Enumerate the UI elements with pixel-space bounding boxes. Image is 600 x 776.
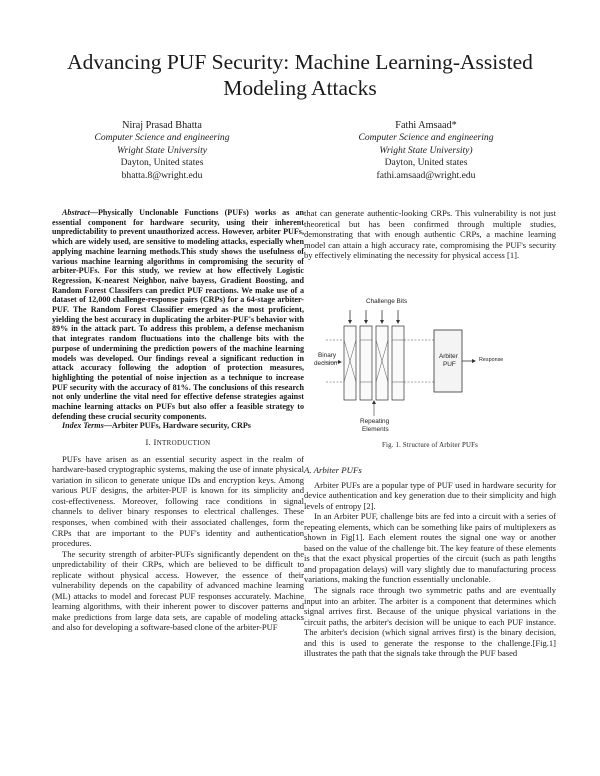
arbiter-paragraph-3: The signals race through two symmetric paths and are eventually input into an arbiter. The arbiter is a component that determines which signal arrives first. Because of the unique physical variations in the circuit paths, the arbiter's decision will be unique to each PUF instance. The arbiter's decision (which signal arrives first) is the binary decision, and this is used to generate the response to the challenge.[Fig.1] illustrates the path that the signals take through the PUF based [304, 585, 556, 659]
label-puf: PUF [443, 361, 456, 368]
intro-paragraph-1: PUFs have arisen as an essential security aspect in the realm of hardware-based cryptographic systems, making the use of innate physical variation in silicon to generate unique IDs and encryption keys. Among various PUF designs, the arbiter-PUF is known for its simplicity and cost-effectiveness. Moreover, following race conditions in signal channels to deliver binary responses to electrical challenges. These responses, when combined with their associated challenges, form the CRPs that are important to the PUF's identity and authentication procedures. [52, 453, 304, 549]
abstract-lead: Abstract [62, 208, 90, 217]
author-2-email: fathi.amsaad@wright.edu [376, 169, 476, 181]
label-repeating: Repeating [360, 418, 390, 425]
label-elements: Elements [362, 426, 389, 433]
index-terms-lead: Index Terms [62, 421, 104, 431]
paper-title: Advancing PUF Security: Machine Learning-Assisted Modeling Attacks [67, 50, 533, 100]
author-1-univ: Wright State University [116, 144, 208, 156]
label-binary: Binary [318, 352, 337, 359]
figure-caption: Fig. 1. Structure of Arbiter PUFs [382, 442, 478, 449]
author-2-location: Dayton, United states [384, 157, 468, 169]
author-1-location: Dayton, United states [120, 157, 204, 169]
figure-arbiter-puf [304, 290, 556, 452]
author-1-email: bhatta.8@wright.edu [121, 169, 203, 181]
label-decision: decision [314, 360, 338, 367]
arbiter-puf-diagram [304, 290, 556, 452]
author-2-dept: Computer Science and engineering [358, 132, 494, 144]
right-paragraph-continued: that can generate authentic-looking CRPs. This vulnerability is not just theoretical but has been confirmed through multiple studies, demonstrating that with enough authentic CRPs, a machine learning model can attain a high accuracy rate, compromising the PUF's security by effectively eliminating the necessity for physical access [1]. [304, 208, 556, 261]
arbiter-paragraph-2: In an Arbiter PUF, challenge bits are fed into a circuit with a series of repeating elements, which can be something like pairs of multiplexers as shown in Fig[1]. Each element routes the signal one way or another based on the value of the challenge bit. The key feature of these elements is that the exact physical properties of the circuit (such as path lengths and propagation delays) will vary slightly due to manufacturing process variations, making the function essentially unclonable. [304, 511, 556, 585]
index-terms [52, 421, 304, 431]
intro-paragraph-2: The security strength of arbiter-PUFs significantly dependent on the unpredictability of their CRPs, which are believed to be difficult to replicate without physical access. However, the essence of their vulnerability depends on the capability of advanced machine learning (ML) attacks to model and forecast PUF responses accurately. Machine learning algorithms, with their inherent power to discover patterns and make predictions from large data sets, are capable of modeling attacks and also for developing a software-based clone of the arbiter-PUF [52, 548, 304, 633]
abstract [52, 208, 304, 421]
subsection-heading-arbiter-pufs: A. Arbiter PUFs [304, 465, 362, 475]
author-1 [52, 120, 272, 182]
author-2 [316, 120, 536, 182]
abstract-body: —Physically Unclonable Functions (PUFs) works as an essential component for hardware security, using their inherent unpredictability to prevent unauthorized access. However, arbiter PUFs, which are widely used, are sensitive to modeling attacks, especially when applying machine learning methods.This study shows the usefulness of various machine learning algorithms in compromising the security of arbiter-PUFs. For this study, we review at how effectively Logistic Regression, K-nearest Neighbor, naïve bayess, Gradient Boosting, and Random Forest Classifers can predict PUF reactions. We make use of a dataset of 12,000 challenge-response pairs (CRPs) for a 64-stage arbiter-PUF. The Random Forest Classifier emerged as the most proficient, yielding the best accuracy in duplicating the arbiter-PUF's behavior with 89% in the attack part. To address this problem, a defense mechanism that integrates random fluctuations into the challenge bits with the purpose of undermining the prediction powers of the machine learning models was developed. Our findings reveal a significant reduction in attack accuracy following the adoption of protection measures, highlighting the potential of noise injection as a technique to increase PUF security with the accuracy of 81%. The conclusions of this research not only underline the vital need for effective defense strategies against machine learning attacks on PUFs but also offer a feasible strategy to defending these crucial security components. [52, 208, 304, 421]
author-2-name: Fathi Amsaad* [395, 120, 457, 131]
label-challenge-bits: Challenge Bits [366, 298, 408, 305]
author-2-univ: Wright State University) [379, 144, 473, 156]
author-1-name: Niraj Prasad Bhatta [122, 120, 202, 131]
arbiter-paragraph-1: Arbiter PUFs are a popular type of PUF used in hardware security for device authentication and key generation due to their simplicity and high levels of entropy [2]. [304, 479, 556, 511]
section-heading-introduction: I. INTRODUCTION [145, 437, 211, 448]
right-column-bottom [304, 459, 556, 659]
label-arbiter: Arbiter [439, 353, 458, 360]
index-terms-body: —Arbiter PUFs, Hardware security, CRPs [103, 421, 251, 431]
author-1-dept: Computer Science and engineering [94, 132, 230, 144]
label-response: Response [479, 357, 504, 363]
right-column-top [304, 208, 556, 261]
left-column [52, 208, 304, 633]
